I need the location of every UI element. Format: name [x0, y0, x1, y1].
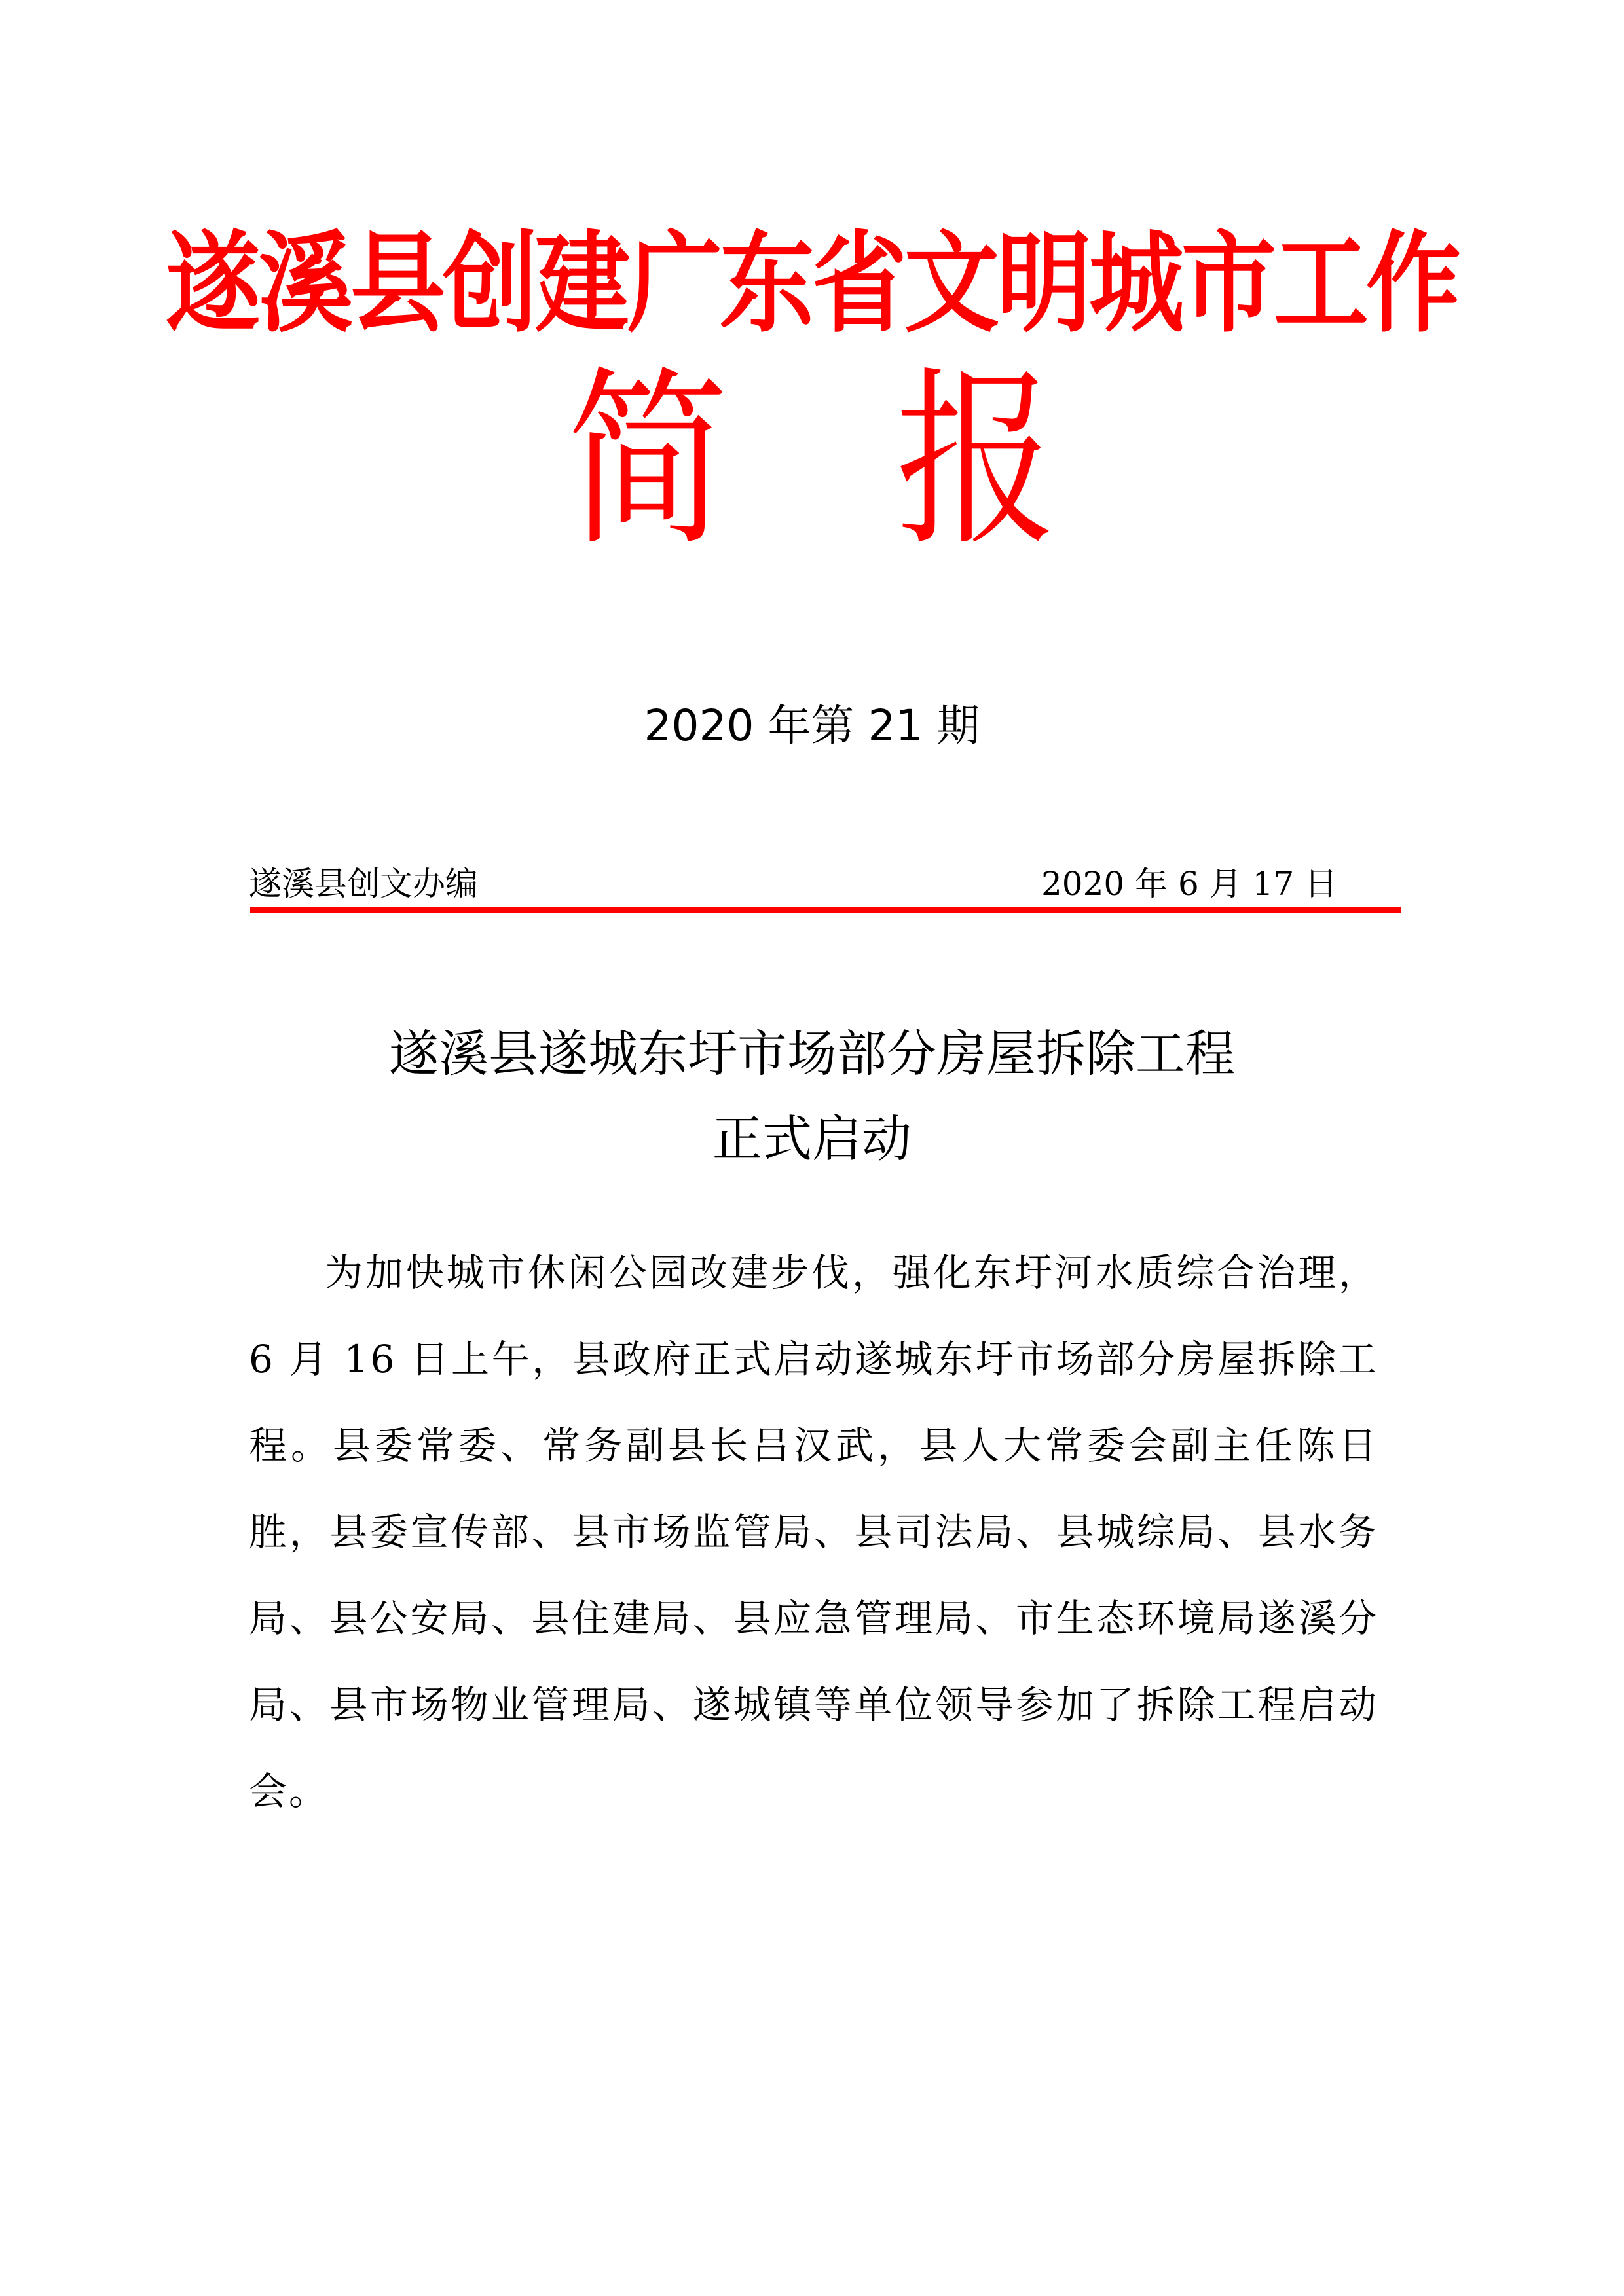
masthead-subtitle-char-2: 报 — [895, 351, 1057, 572]
article-body: 为加快城市休闲公园改建步伐，强化东圩河水质综合治理，6 月 16 日上午，县政府正式启动遂城东圩市场部分房屋拆除工程。县委常委、常务副县长吕汉武，县人大常委会副主任陈日胜，县委宣传部、县市场监管局、县司法局、县城综局、县水务局、县公安局、县住建局、县应急管理局、市生态环境局遂溪分局、县市场物业管理局、遂城镇等单位领导参加了拆除工程启动会。 — [249, 1250, 1378, 1813]
article-title — [0, 1011, 1624, 1182]
editor-label: 遂溪县创文办编 — [249, 865, 478, 903]
publish-date: 2020 年 6 月 17 日 — [1041, 865, 1338, 903]
masthead-subtitle-char-1: 简 — [567, 351, 729, 572]
red-divider — [250, 907, 1401, 913]
masthead-subtitle — [122, 351, 1502, 572]
article-title-line-2: 正式启动 — [712, 1110, 912, 1168]
masthead-title: 遂溪县创建广东省文明城市工作 — [166, 220, 1458, 348]
issue-number: 2020 年第 21 期 — [644, 701, 980, 751]
publication-meta — [249, 864, 1401, 910]
article-title-line-1: 遂溪县遂城东圩市场部分房屋拆除工程 — [389, 1025, 1235, 1083]
